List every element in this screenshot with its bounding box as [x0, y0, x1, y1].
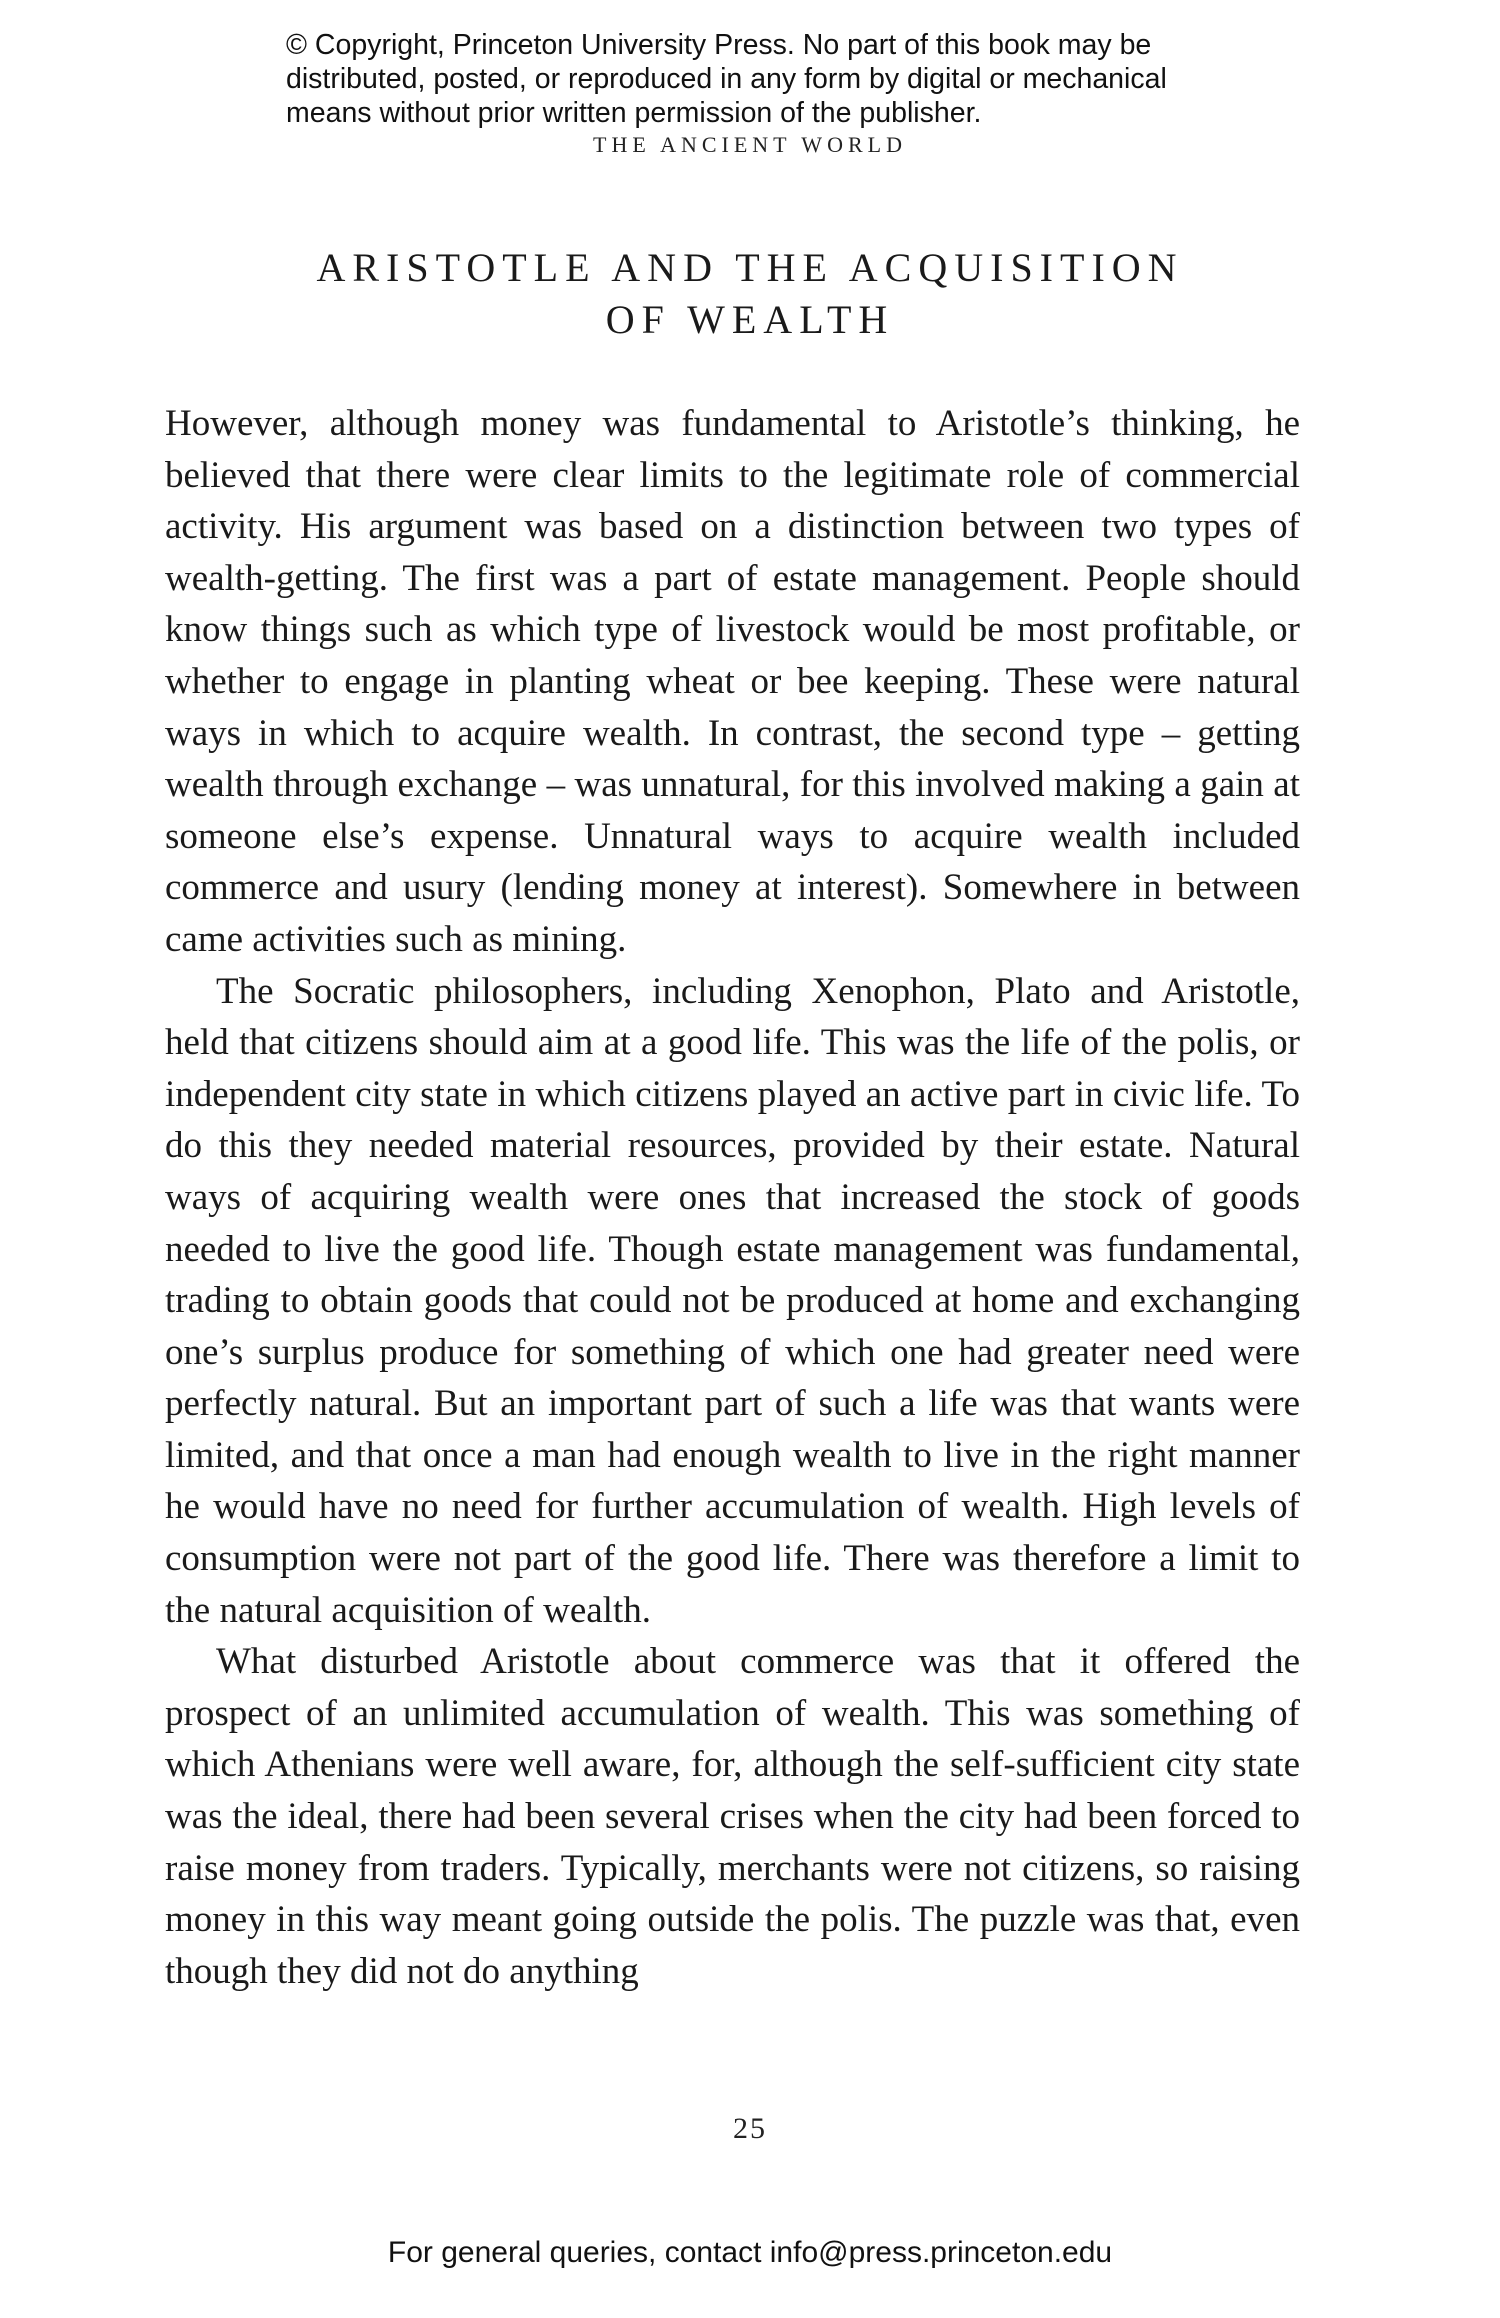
body-text: [165, 398, 1300, 1997]
running-head: THE ANCIENT WORLD: [593, 132, 907, 157]
paragraph: However, although money was fundamental to Aristotle’s thinking, he believed that there were clear limits to the legitimate role of commercial activity. His argument was based on a distinction between two types of wealth-getting. The first was a part of estate management. People should know things such as which type of livestock would be most profitable, or whether to engage in planting wheat or bee keeping. These were natural ways in which to acquire wealth. In contrast, the second type – getting wealth through exchange – was unnatural, for this involved making a gain at someone else’s expense. Unnatural ways to acquire wealth included commerce and usury (lending money at interest). Somewhere in between came activities such as mining.: [165, 403, 1300, 960]
section-title: [0, 242, 1500, 346]
page-number: 25: [733, 2112, 767, 2145]
copyright-line: means without prior written permission of the publisher.: [286, 97, 982, 129]
paragraph: The Socratic philosophers, including Xenophon, Plato and Aristotle, held that citizens should aim at a good life. This was the life of the polis, or independent city state in which citizens played an active part in civic life. To do this they needed material resources, provided by their estate. Natural ways of acquiring wealth were ones that increased the stock of goods needed to live the good life. Though estate management was fundamental, trading to obtain goods that could not be produced at home and exchanging one’s surplus produce for something of which one had greater need were perfectly natural. But an important part of such a life was that wants were limited, and that once a man had enough wealth to live in the right manner he would have no need for further accumulation of wealth. High levels of consumption were not part of the good life. There was therefore a limit to the natural acquisition of wealth.: [165, 970, 1300, 1631]
paragraph: What disturbed Aristotle about commerce was that it offered the prospect of an unlimited accumulation of wealth. This was something of which Athenians were well aware, for, although the self-sufficient city state was the ideal, there had been several crises when the city had been forced to raise money from traders. Typically, merchants were not citizens, so raising money in this way meant going outside the polis. The puzzle was that, even though they did not do anything: [165, 1641, 1300, 1992]
copyright-line: distributed, posted, or reproduced in any form by digital or mechanical: [286, 63, 1167, 95]
section-title-line: ARISTOTLE AND THE ACQUISITION: [316, 245, 1184, 290]
footer-contact: For general queries, contact info@press.princeton.edu: [387, 2236, 1113, 2269]
copyright-line: © Copyright, Princeton University Press. No part of this book may be: [286, 29, 1152, 61]
section-title-line: OF WEALTH: [605, 297, 895, 342]
copyright-notice: [286, 28, 1286, 130]
